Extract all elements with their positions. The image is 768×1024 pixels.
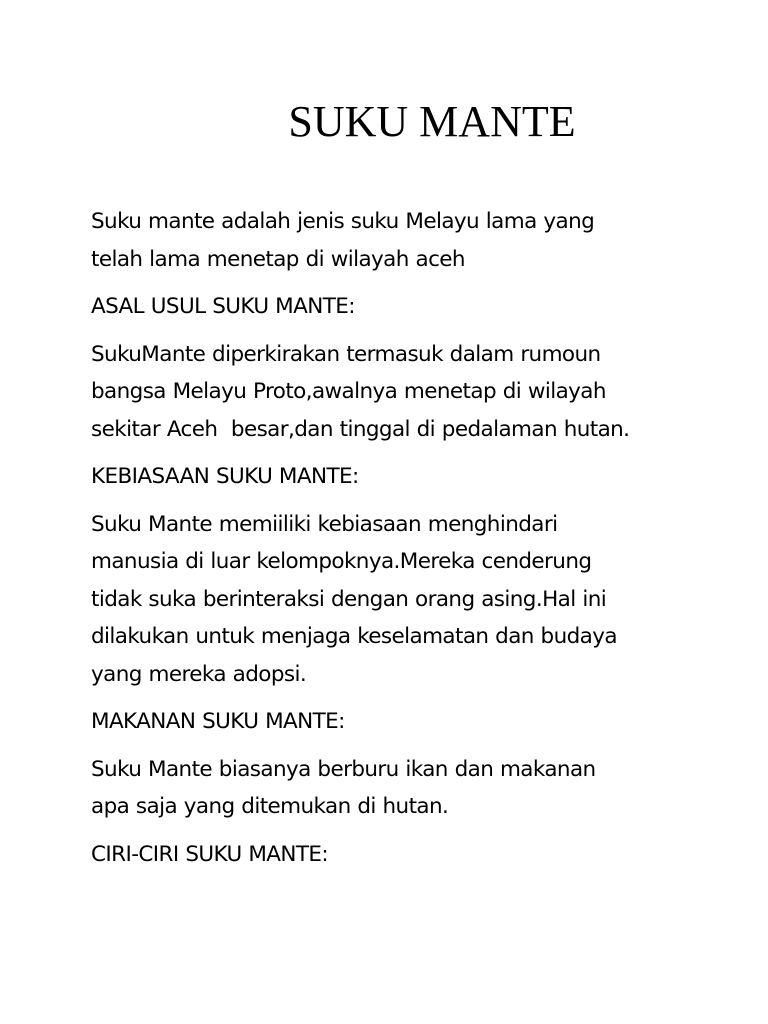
- document-title: SUKU MANTE: [288, 97, 576, 146]
- text-line: Suku mante adalah jenis suku Melayu lama yang: [91, 209, 595, 234]
- text-line: dilakukan untuk menjaga keselamatan dan budaya: [91, 624, 617, 649]
- asal-usul-paragraph: [91, 336, 731, 449]
- text-line: telah lama menetap di wilayah aceh: [91, 246, 465, 272]
- section-heading-asal-usul: [91, 288, 731, 326]
- section-heading-kebiasaan: [91, 458, 731, 496]
- text-line: yang mereka adopsi.: [91, 661, 307, 687]
- kebiasaan-paragraph: [91, 506, 731, 694]
- text-line: tidak suka berinteraksi dengan orang asing.Hal ini: [91, 586, 607, 612]
- text-line: Suku Mante memiiliki kebiasaan menghindari: [91, 511, 558, 537]
- section-heading-ciri-ciri: [91, 836, 731, 874]
- heading-text: ASAL USUL SUKU MANTE:: [91, 294, 355, 319]
- makanan-paragraph: [91, 751, 731, 826]
- heading-text: CIRI-CIRI SUKU MANTE:: [91, 841, 329, 867]
- document-body: [91, 203, 731, 883]
- text-line: sekitar Aceh besar,dan tinggal di pedalaman hutan.: [91, 416, 630, 442]
- text-line: SukuMante diperkirakan termasuk dalam rumoun: [91, 341, 601, 367]
- text-line: manusia di luar kelompoknya.Mereka cenderung: [91, 549, 592, 574]
- text-line: Suku Mante biasanya berburu ikan dan makanan: [91, 756, 596, 782]
- text-line: bangsa Melayu Proto,awalnya menetap di wilayah: [91, 379, 606, 404]
- heading-text: KEBIASAAN SUKU MANTE:: [91, 464, 359, 489]
- heading-text: MAKANAN SUKU MANTE:: [91, 709, 345, 734]
- section-heading-makanan: [91, 703, 731, 741]
- text-line: apa saja yang ditemukan di hutan.: [91, 794, 449, 819]
- intro-paragraph: [91, 203, 731, 278]
